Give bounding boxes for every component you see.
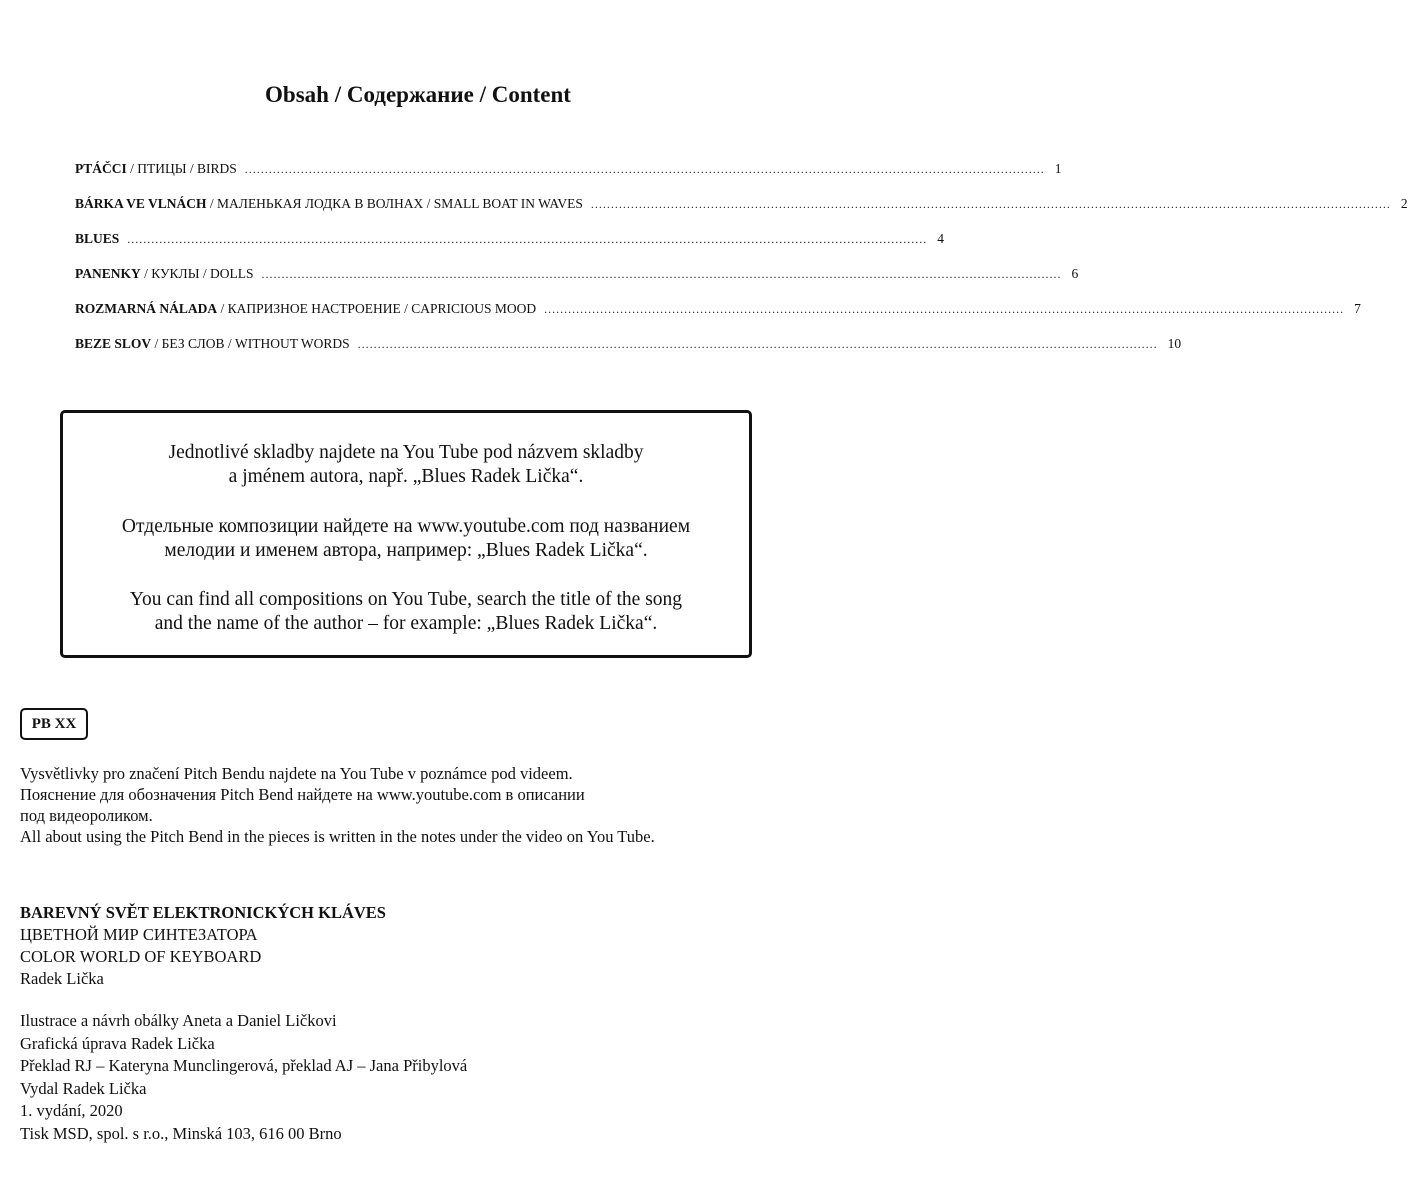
toc-entry-title: [75, 266, 253, 282]
notice-czech: [63, 441, 749, 489]
credit-graphics: Grafická úprava Radek Lička: [20, 1033, 215, 1053]
credit-edition: 1. vydání, 2020: [20, 1101, 123, 1120]
toc-dot-leader: ........................................................................................................................................................................................................: [357, 337, 1158, 351]
credit-translation: Překlad RJ – Kateryna Munclingerová, překlad AJ – Jana Přibylová: [20, 1056, 468, 1075]
pitch-bend-czech: Vysvětlivky pro značení Pitch Bendu najdete na You Tube v poznámce pod videem.: [20, 764, 573, 783]
toc-dot-leader: ........................................................................................................................................................................................................: [590, 197, 1391, 211]
toc-entry-title-bold: PTÁČCI: [75, 161, 127, 176]
pitch-bend-russian-cont: под видеороликом.: [20, 806, 153, 825]
toc-entry: [75, 196, 1408, 231]
book-title-english: COLOR WORLD OF KEYBOARD: [20, 947, 262, 966]
toc-page-number: 4: [937, 231, 945, 246]
toc-entry-title-rest: / МАЛЕНЬКАЯ ЛОДКА В ВОЛНАХ / SMALL BOAT IN WAVES: [206, 196, 583, 211]
toc-entry-title: [75, 231, 119, 247]
toc-entry-title-rest: / БЕЗ СЛОВ / WITHOUT WORDS: [151, 336, 350, 351]
toc-entry: [75, 301, 1361, 336]
credit-print: Tisk MSD, spol. s r.o., Minská 103, 616 00 Brno: [20, 1123, 342, 1143]
notice-english: [63, 588, 749, 636]
notice-czech-line2: a jménem autora, např. „Blues Radek Lička“.: [228, 466, 584, 487]
toc-entry-title: [75, 336, 350, 352]
pitch-bend-english: All about using the Pitch Bend in the pieces is written in the notes under the video on You Tube.: [20, 827, 655, 846]
toc-page-number: 6: [1071, 266, 1079, 281]
youtube-notice-box: [60, 410, 752, 658]
book-title-russian: ЦВЕТНОЙ МИР СИНТЕЗАТОРА: [20, 925, 258, 944]
toc-page-number: 1: [1054, 161, 1062, 176]
toc-dot-leader: ........................................................................................................................................................................................................: [544, 302, 1345, 316]
toc-entry: [75, 231, 945, 266]
credit-publisher: Vydal Radek Lička: [20, 1078, 147, 1098]
credits: [20, 1010, 780, 1145]
toc-entry-title-bold: BÁRKA VE VLNÁCH: [75, 196, 207, 211]
toc-entry-title-rest: / КУКЛЫ / DOLLS: [140, 266, 254, 281]
toc-entry-title-rest: / ПТИЦЫ / BIRDS: [126, 161, 237, 176]
toc-page-number: 2: [1400, 196, 1408, 211]
toc-entry: [75, 266, 1079, 301]
toc-page-number: 10: [1167, 336, 1182, 351]
book-author: Radek Lička: [20, 969, 104, 988]
toc-entry: [75, 336, 1182, 371]
notice-english-line1: You can find all compositions on You Tube, search the title of the song: [129, 589, 683, 610]
toc-entry-title: [75, 161, 237, 177]
notice-czech-line1: Jednotlivé skladby najdete na You Tube pod názvem skladby: [168, 442, 644, 463]
toc-entry-title: [75, 196, 583, 212]
toc-dot-leader: ........................................................................................................................................................................................................: [127, 232, 928, 246]
book-info: [20, 902, 780, 990]
toc-entry: [75, 161, 1062, 196]
notice-russian-line2: мелодии и именем автора, например: „Blues Radek Lička“.: [164, 540, 648, 561]
notice-russian-line1: Отдельные композиции найдете на www.youtube.com под названием: [121, 516, 691, 537]
pitch-bend-explanation: [20, 763, 790, 847]
toc-entry-title-bold: ROZMARNÁ NÁLADA: [75, 301, 218, 316]
toc-dot-leader: ........................................................................................................................................................................................................: [244, 162, 1045, 176]
notice-english-line2: and the name of the author – for example: „Blues Radek Lička“.: [154, 613, 658, 634]
toc-entry-title-rest: / КАПРИЗНОЕ НАСТРОЕНИЕ / CAPRICIOUS MOOD: [217, 301, 537, 316]
toc-entry-title-bold: BLUES: [75, 231, 120, 246]
toc-page-number: 7: [1354, 301, 1361, 316]
page-title: Obsah / Содержание / Content: [265, 82, 571, 107]
credit-illustration: Ilustrace a návrh obálky Aneta a Daniel Ličkovi: [20, 1011, 337, 1030]
toc-dot-leader: ........................................................................................................................................................................................................: [261, 267, 1062, 281]
toc-entry-title: [75, 301, 536, 317]
toc-entry-title-bold: BEZE SLOV: [75, 336, 152, 351]
pitch-bend-russian: Пояснение для обозначения Pitch Bend найдете на www.youtube.com в описании: [20, 785, 585, 804]
book-title-czech: BAREVNÝ SVĚT ELEKTRONICKÝCH KLÁVES: [20, 903, 386, 922]
table-of-contents: [75, 161, 1408, 371]
notice-russian: [63, 515, 749, 563]
pitch-bend-badge: PB XX: [20, 708, 88, 740]
toc-entry-title-bold: PANENKY: [75, 266, 141, 281]
